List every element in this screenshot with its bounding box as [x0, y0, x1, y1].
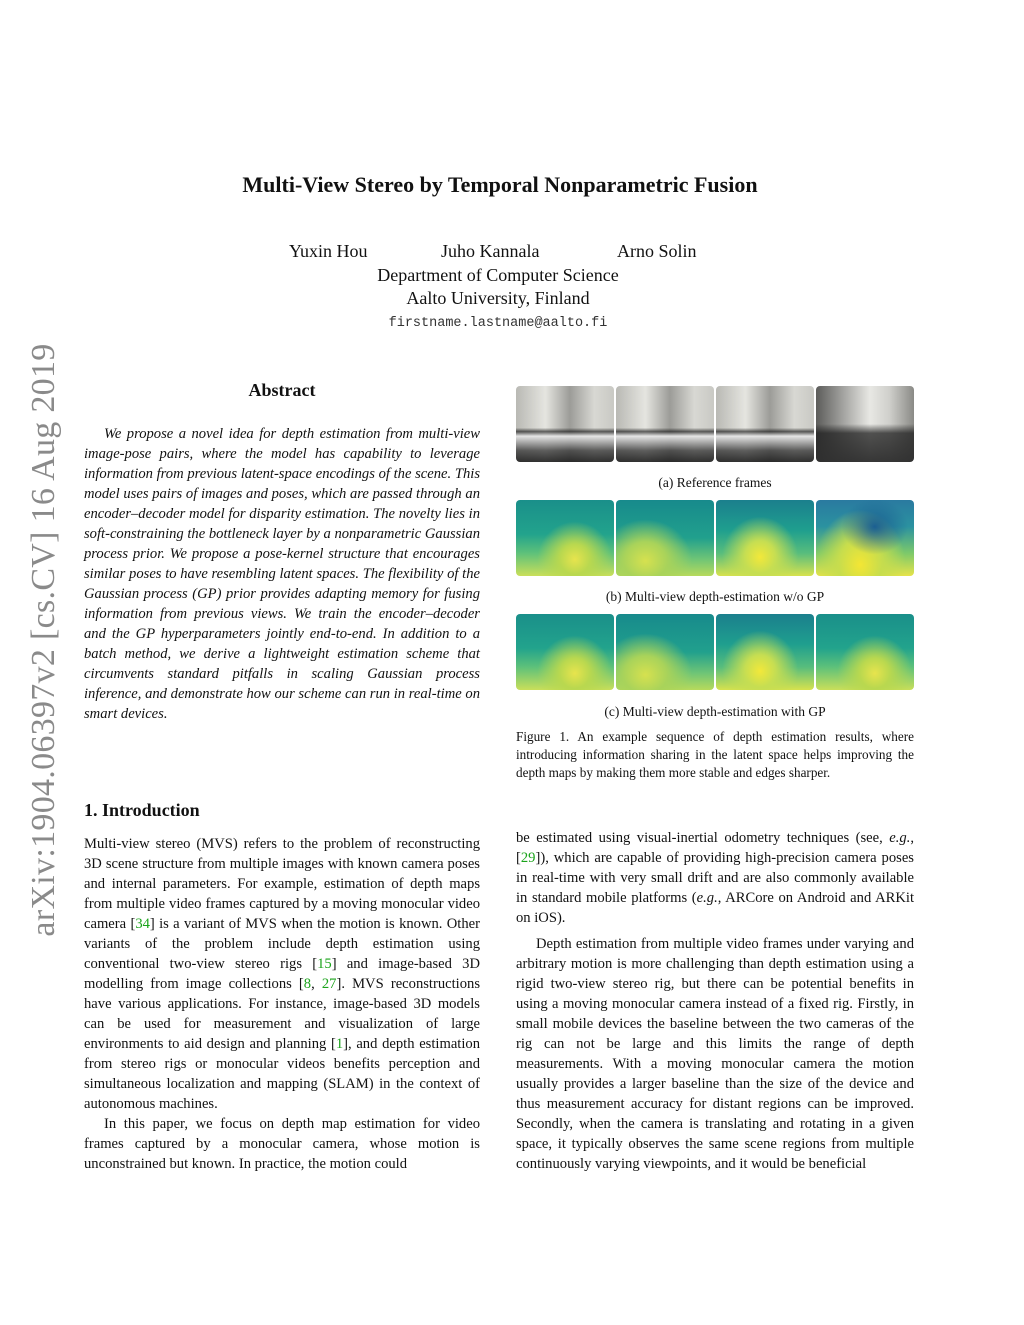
department: Department of Computer Science	[377, 265, 619, 285]
text-run: ], and depth estimation from stereo rigs or monocular videos benefits perception and simultaneous localization and mapping (SLAM) in the context of autonomous machines.	[84, 1036, 480, 1112]
subcaption-a: (a) Reference frames	[658, 475, 772, 490]
figure-row-depth-without-gp	[516, 500, 914, 576]
author-name: Yuxin Hou	[289, 241, 368, 261]
left-column-text	[84, 834, 480, 1174]
text-run: , [	[516, 830, 914, 866]
text-run: ] and image-based 3D modelling from image collections [	[84, 956, 480, 992]
subcaption-b: (b) Multi-view depth-estimation w/o GP	[605, 589, 825, 604]
figure-caption: Figure 1. An example sequence of depth estimation results, where introducing information sharing in the latent space helps improving the depth maps by making them more stable and edges sharper.	[516, 729, 914, 780]
depth-map-image	[716, 614, 814, 690]
author-list	[289, 241, 709, 265]
citation-link[interactable]: 15	[317, 956, 332, 972]
text-run: , ARCore on Android and ARKit on iOS).	[516, 890, 914, 926]
figure-row-depth-with-gp	[516, 614, 914, 690]
depth-map-image	[616, 614, 714, 690]
right-column-text	[516, 828, 914, 1174]
author-name: Juho Kannala	[441, 241, 540, 261]
author-name: Arno Solin	[617, 241, 697, 261]
text-run: e.g.	[889, 830, 911, 846]
citation-link[interactable]: 34	[135, 916, 150, 932]
section-heading: 1. Introduction	[84, 800, 200, 820]
subcaption-c: (c) Multi-view depth-estimation with GP	[604, 704, 826, 719]
paragraph	[516, 828, 914, 928]
depth-map-image	[816, 614, 914, 690]
text-run: ]. MVS reconstructions have various applications. For instance, image-based 3D models can be used for measurement and visualization of large environments to aid design and planning [	[84, 976, 480, 1052]
paragraph: In this paper, we focus on depth map estimation for video frames captured by a monocular camera, whose motion is unconstrained but known. In practice, the motion could	[84, 1116, 480, 1172]
citation-link[interactable]: 27	[321, 976, 337, 992]
paper-title: Multi-View Stereo by Temporal Nonparametric Fusion	[242, 172, 758, 197]
text-run: ]), which are capable of providing high-precision camera poses in real-time with very small drift and are also commonly available in standard mobile platforms (	[516, 850, 914, 906]
reference-frame-image	[716, 386, 814, 462]
university: Aalto University, Finland	[406, 288, 590, 308]
depth-map-image	[616, 500, 714, 576]
citation-link[interactable]: 29	[520, 850, 536, 866]
text-run: ,	[311, 976, 322, 992]
text-run: ] is a variant of MVS when the motion is known. Other variants of the problem include depth estimation using conventional two-view stereo rigs [	[84, 916, 480, 972]
depth-map-image	[516, 500, 614, 576]
depth-map-image	[716, 500, 814, 576]
paragraph	[84, 834, 480, 1114]
citation-link[interactable]: 8	[303, 976, 312, 992]
depth-map-image	[816, 500, 914, 576]
arxiv-identifier: arXiv:1904.06397v2 [cs.CV] 16 Aug 2019	[25, 343, 62, 937]
author-email: firstname.lastname@aalto.fi	[388, 316, 608, 331]
paragraph: Depth estimation from multiple video frames under varying and arbitrary motion is more challenging than depth estimation using a rigid two-view stereo rig, but there can be potential benefits in using a moving monocular camera instead of a fixed rig. Firstly, in small mobile devices the baseline between the two cameras of the rig can not be large and this limits the range of depth measurements. With a moving monocular camera the motion usually provides a larger baseline than the size of the device and thus measurement accuracy for distant regions can be improved. Secondly, when the camera is translating and rotating in a given space, it typically observes the same scene regions from multiple continuously varying viewpoints, and it would be beneficial	[516, 936, 914, 1172]
citation-link[interactable]: 1	[335, 1036, 344, 1052]
depth-map-image	[516, 614, 614, 690]
text-run: Multi-view stereo (MVS) refers to the problem of reconstructing 3D scene structure from multiple images with known camera poses and internal parameters. For example, estimation of depth maps from multiple video frames captured by a moving monocular video camera [	[84, 836, 480, 932]
abstract-heading: Abstract	[248, 380, 316, 400]
text-run: e.g.	[696, 890, 718, 906]
figure-row-reference-frames	[516, 386, 914, 462]
abstract-text: We propose a novel idea for depth estimation from multi-view image-pose pairs, where the model has capability to leverage information from previous latent-space encodings of the scene. This model uses pairs of images and poses, which are passed through an encoder–decoder model for disparity estimation. The novelty lies in soft-constraining the bottleneck layer by a nonparametric Gaussian process prior. We propose a pose-kernel structure that encourages similar poses to have resembling latent spaces. The flexibility of the Gaussian process (GP) prior provides adapting memory for fusing information from previous views. We train the encoder–decoder and the GP hyperparameters jointly end-to-end. In addition to a batch method, we derive a lightweight estimation scheme that circumvents standard pitfalls in scaling Gaussian process inference, and demonstrate how our scheme can run in real-time on smart devices.	[84, 426, 480, 722]
reference-frame-image	[816, 386, 914, 462]
text-run: be estimated using visual-inertial odometry techniques (see,	[516, 830, 890, 846]
reference-frame-image	[516, 386, 614, 462]
reference-frame-image	[616, 386, 714, 462]
